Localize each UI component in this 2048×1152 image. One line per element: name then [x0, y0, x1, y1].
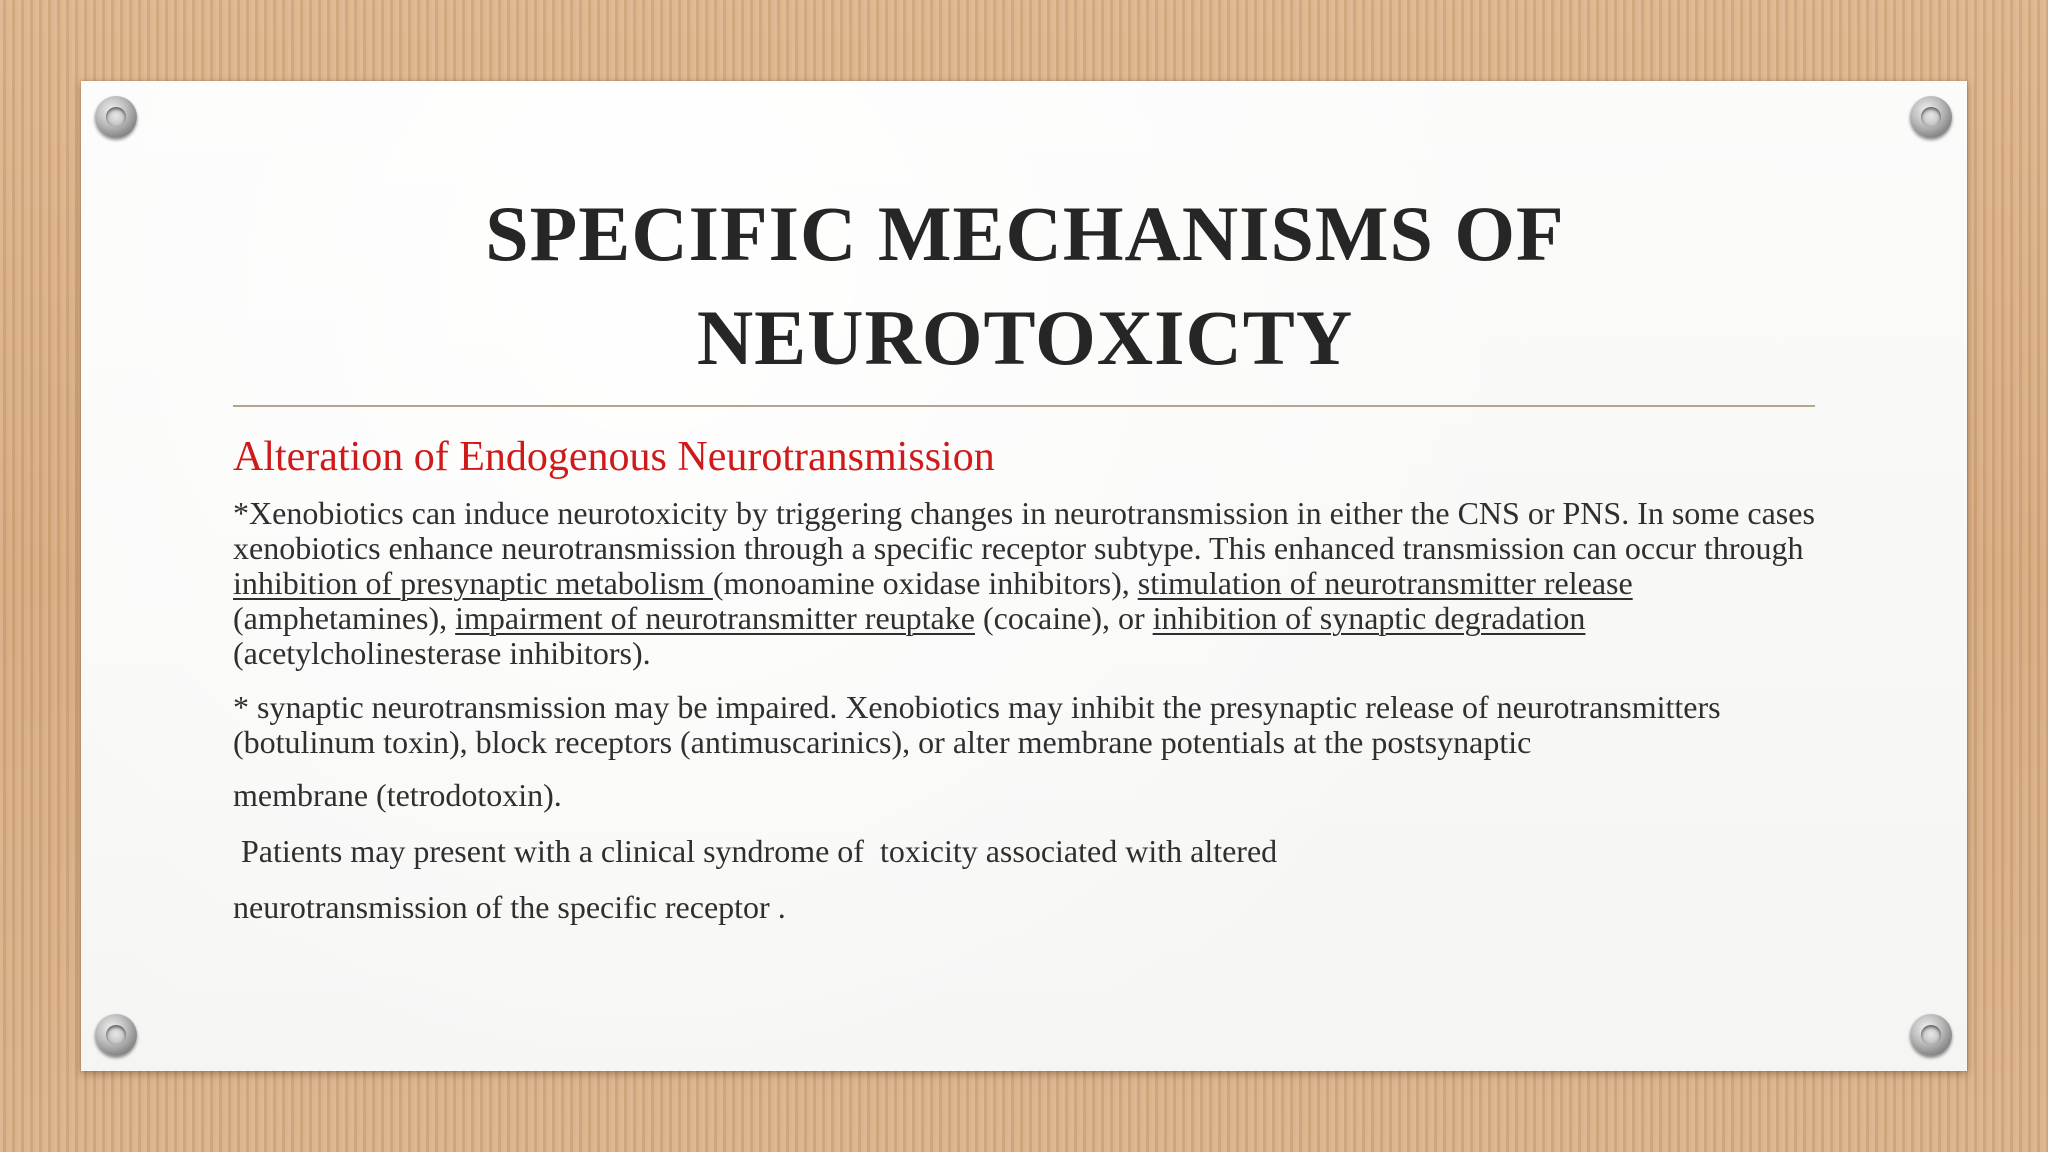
slide-body — [233, 428, 1823, 925]
grommet-icon — [1910, 1014, 1952, 1056]
paragraph-specific-receptor: neurotransmission of the specific receptor . — [233, 889, 786, 925]
underlined-term-synaptic-degradation: inhibition of synaptic degradation — [1152, 600, 1586, 636]
para1-text-2: (monoamine oxidase inhibitors), — [712, 565, 1138, 601]
title-line-1: SPECIFIC MECHANISMS OF — [485, 190, 1565, 277]
grommet-icon — [95, 96, 137, 138]
paragraph-enhanced-transmission — [233, 496, 1823, 671]
section-subheading: Alteration of Endogenous Neurotransmission — [233, 434, 995, 480]
paragraph-impaired-transmission: * synaptic neurotransmission may be impaired. Xenobiotics may inhibit the presynaptic release of neurotransmitters (botulinum toxin), block receptors (antimuscarinics), or alter membrane potentials at the postsynaptic — [233, 689, 1721, 760]
para1-text-3: (amphetamines), — [233, 600, 456, 636]
para1-text-5: (acetylcholinesterase inhibitors). — [233, 635, 651, 671]
slide-title — [232, 182, 1818, 390]
title-divider — [233, 405, 1815, 407]
grommet-icon — [95, 1014, 137, 1056]
para1-text-1: *Xenobiotics can induce neurotoxicity by triggering changes in neurotransmission in either the CNS or PNS. In some cases xenobiotics enhance neurotransmission through a specific receptor subtype. This enhanced transmission can occur through — [233, 495, 1815, 566]
grommet-icon — [1910, 96, 1952, 138]
paragraph-clinical-syndrome: Patients may present with a clinical syndrome of toxicity associated with altered — [233, 833, 1278, 869]
underlined-term-neurotransmitter-release: stimulation of neurotransmitter release — [1137, 565, 1633, 601]
underlined-term-neurotransmitter-reuptake: impairment of neurotransmitter reuptake — [455, 600, 975, 636]
paragraph-membrane: membrane (tetrodotoxin). — [233, 777, 562, 813]
underlined-term-presynaptic-metabolism: inhibition of presynaptic metabolism — [233, 565, 713, 601]
para1-text-4: (cocaine), or — [974, 600, 1153, 636]
title-line-2: NEUROTOXICTY — [696, 294, 1354, 381]
